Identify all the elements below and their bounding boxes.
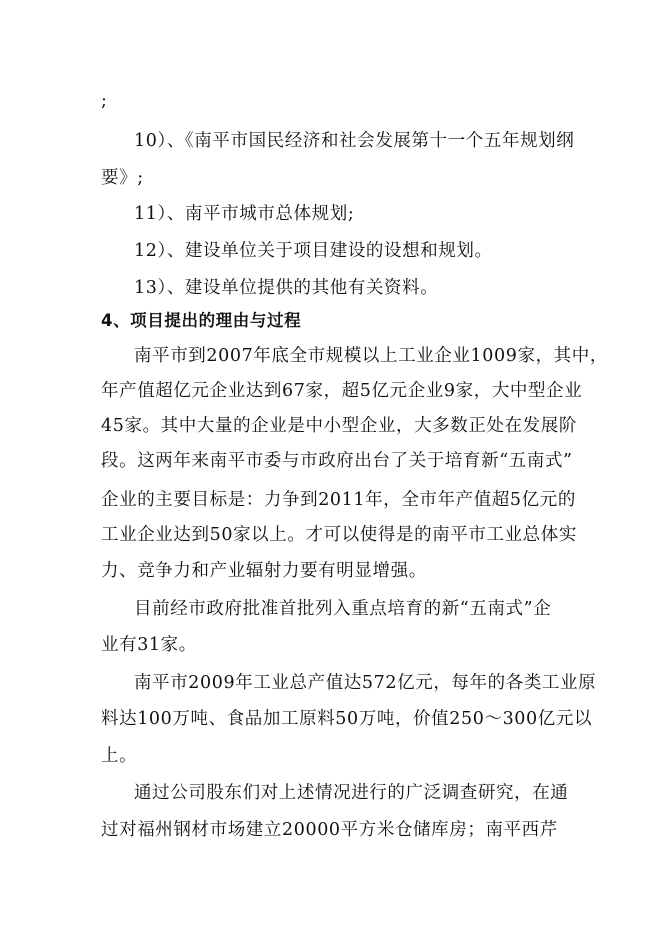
section-heading: 4、项目提出的理由与过程 xyxy=(101,311,302,330)
text-line: 企业的主要目标是：力争到2011年，全市年产值超5亿元的 xyxy=(101,490,576,510)
text-line: 业有31家。 xyxy=(101,635,197,655)
text-line: 工业企业达到50家以上。才可以使得是的南平市工业总体实 xyxy=(101,525,577,545)
text-line: 料达100万吨、食品加工原料50万吨，价值250～300亿元以 xyxy=(101,709,593,729)
text-line: 10）、《南平市国民经济和社会发展第十一个五年规划纲 xyxy=(134,131,575,151)
text-line: 目前经市政府批准首批列入重点培育的新“五南式”企 xyxy=(134,599,552,619)
text-line: 要》; xyxy=(101,168,144,188)
text-line: 通过公司股东们对上述情况进行的广泛调查研究，在通 xyxy=(134,783,569,803)
text-line: 13）、建设单位提供的其他有关资料。 xyxy=(134,278,439,298)
text-line: 段。这两年来南平市委与市政府出台了关于培育新“五南式” xyxy=(101,451,573,471)
text-line: 12）、建设单位关于项目建设的设想和规划。 xyxy=(134,241,493,261)
text-line: 过对福州钢材市场建立20000平方米仓储库房；南平西芹 xyxy=(101,820,558,840)
text-line: ; xyxy=(101,91,108,111)
text-line: 南平市2009年工业总产值达572亿元，每年的各类工业原 xyxy=(134,673,597,693)
text-line: 南平市到2007年底全市规模以上工业企业1009家，其中， xyxy=(134,346,608,366)
text-line: 力、竞争力和产业辐射力要有明显增强。 xyxy=(101,561,427,581)
text-line: 45家。其中大量的企业是中小型企业，大多数正处在发展阶 xyxy=(101,416,577,436)
text-line: 11）、南平市城市总体规划; xyxy=(134,204,355,224)
text-line: 年产值超亿元企业达到67家，超5亿元企业9家，大中型企业 xyxy=(101,381,583,401)
text-line: 上。 xyxy=(101,746,138,766)
